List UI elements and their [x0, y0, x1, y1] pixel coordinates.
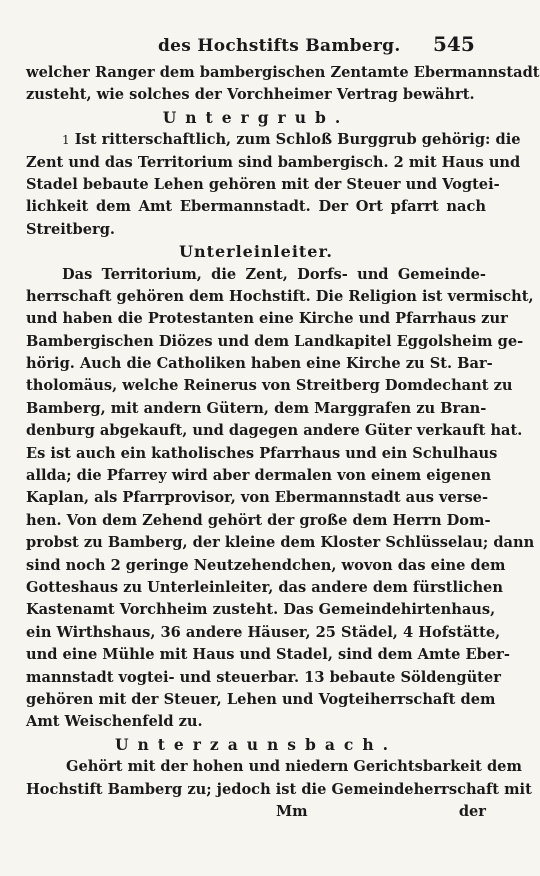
text-line: zusteht, wie solches der Vorchheimer Vertrag bewährt. [26, 86, 475, 104]
text-line: Gotteshaus zu Unterleinleiter, das andere dem fürstlichen [26, 578, 503, 596]
text-line: Stadel bebaute Lehen gehören mit der Steuer und Vogtei- [26, 175, 500, 193]
text-line: herrschaft gehören dem Hochstift. Die Religion ist vermischt, [26, 287, 534, 305]
page-header [0, 30, 514, 60]
signature-line [26, 801, 486, 823]
catchword: der [458, 802, 486, 820]
text-line: und eine Mühle mit Haus und Stadel, sind dem Amte Eber- [26, 646, 510, 664]
margin-mark: 1 [62, 133, 70, 148]
section-heading-unterzaunsbach: Unterzaunsbach. [114, 734, 398, 754]
text-line: Amt Weischenfeld zu. [26, 713, 203, 731]
text-line: allda; die Pfarrey wird aber dermalen von einem eigenen [26, 467, 492, 485]
text-line: Bamberg, mit andern Gütern, dem Marggrafen zu Bran- [26, 399, 487, 417]
text-line: Gehört mit der hohen und niedern Gerichtsbarkeit dem [66, 758, 522, 776]
section-heading-untergrub: Untergrub. [162, 107, 350, 127]
text-line: sind noch 2 geringe Neutzehendchen, wovon das eine dem [26, 556, 506, 574]
text-line: ein Wirthshaus, 36 andere Häuser, 25 Städel, 4 Hofstätte, [26, 623, 501, 641]
text-line: Hochstift Bamberg zu; jedoch ist die Gemeindeherrschaft mit [26, 780, 532, 798]
signature-mark: Mm [276, 802, 308, 820]
text-line: Kastenamt Vorchheim zusteht. Das Gemeindehirtenhaus, [26, 601, 496, 619]
text-line: gehören mit der Steuer, Lehen und Vogteiherrschaft dem [26, 690, 496, 708]
text-line: probst zu Bamberg, der kleine dem Kloster Schlüsselau; dann [26, 534, 535, 552]
text-line: Es ist auch ein katholisches Pfarrhaus und ein Schulhaus [26, 444, 498, 462]
text-line: tholomäus, welche Reinerus von Streitberg Domdechant zu [26, 377, 513, 395]
text-line: hörig. Auch die Catholiken haben eine Kirche zu St. Bar- [26, 355, 493, 373]
text-line: Bambergischen Diözes und dem Landkapitel Eggolsheim ge- [26, 332, 524, 350]
text-line: Zent und das Territorium sind bambergisch. 2 mit Haus und [26, 153, 521, 171]
section-heading-unterleinleiter: Unterleinleiter. [179, 242, 333, 262]
text-line: welcher Ranger dem bambergischen Zentamte Ebermannstadt [26, 64, 540, 81]
text-line: Kaplan, als Pfarrprovisor, von Ebermannstadt aus verse- [26, 489, 489, 507]
text-line: und haben die Protestanten eine Kirche und Pfarrhaus zur [26, 310, 508, 328]
text-line: lichkeit dem Amt Ebermannstadt. Der Ort pfarrt nach [26, 198, 486, 216]
text-line: hen. Von dem Zehend gehört der große dem Herrn Dom- [26, 511, 491, 529]
text-line: mannstadt vogtei- und steuerbar. 13 bebaute Söldengüter [26, 668, 501, 686]
text-line: Das Territorium, die Zent, Dorfs- und Gemeinde- [62, 265, 486, 283]
running-head: des Hochstifts Bamberg. [158, 36, 401, 56]
text-line: Streitberg. [26, 220, 116, 238]
page-number: 545 [433, 32, 475, 56]
text-line: denburg abgekauft, und dagegen andere Güter verkauft hat. [26, 422, 523, 440]
text-line: 1 Ist ritterschaftlich, zum Schloß Burggrub gehörig: die [62, 131, 521, 149]
page-body [26, 62, 540, 823]
